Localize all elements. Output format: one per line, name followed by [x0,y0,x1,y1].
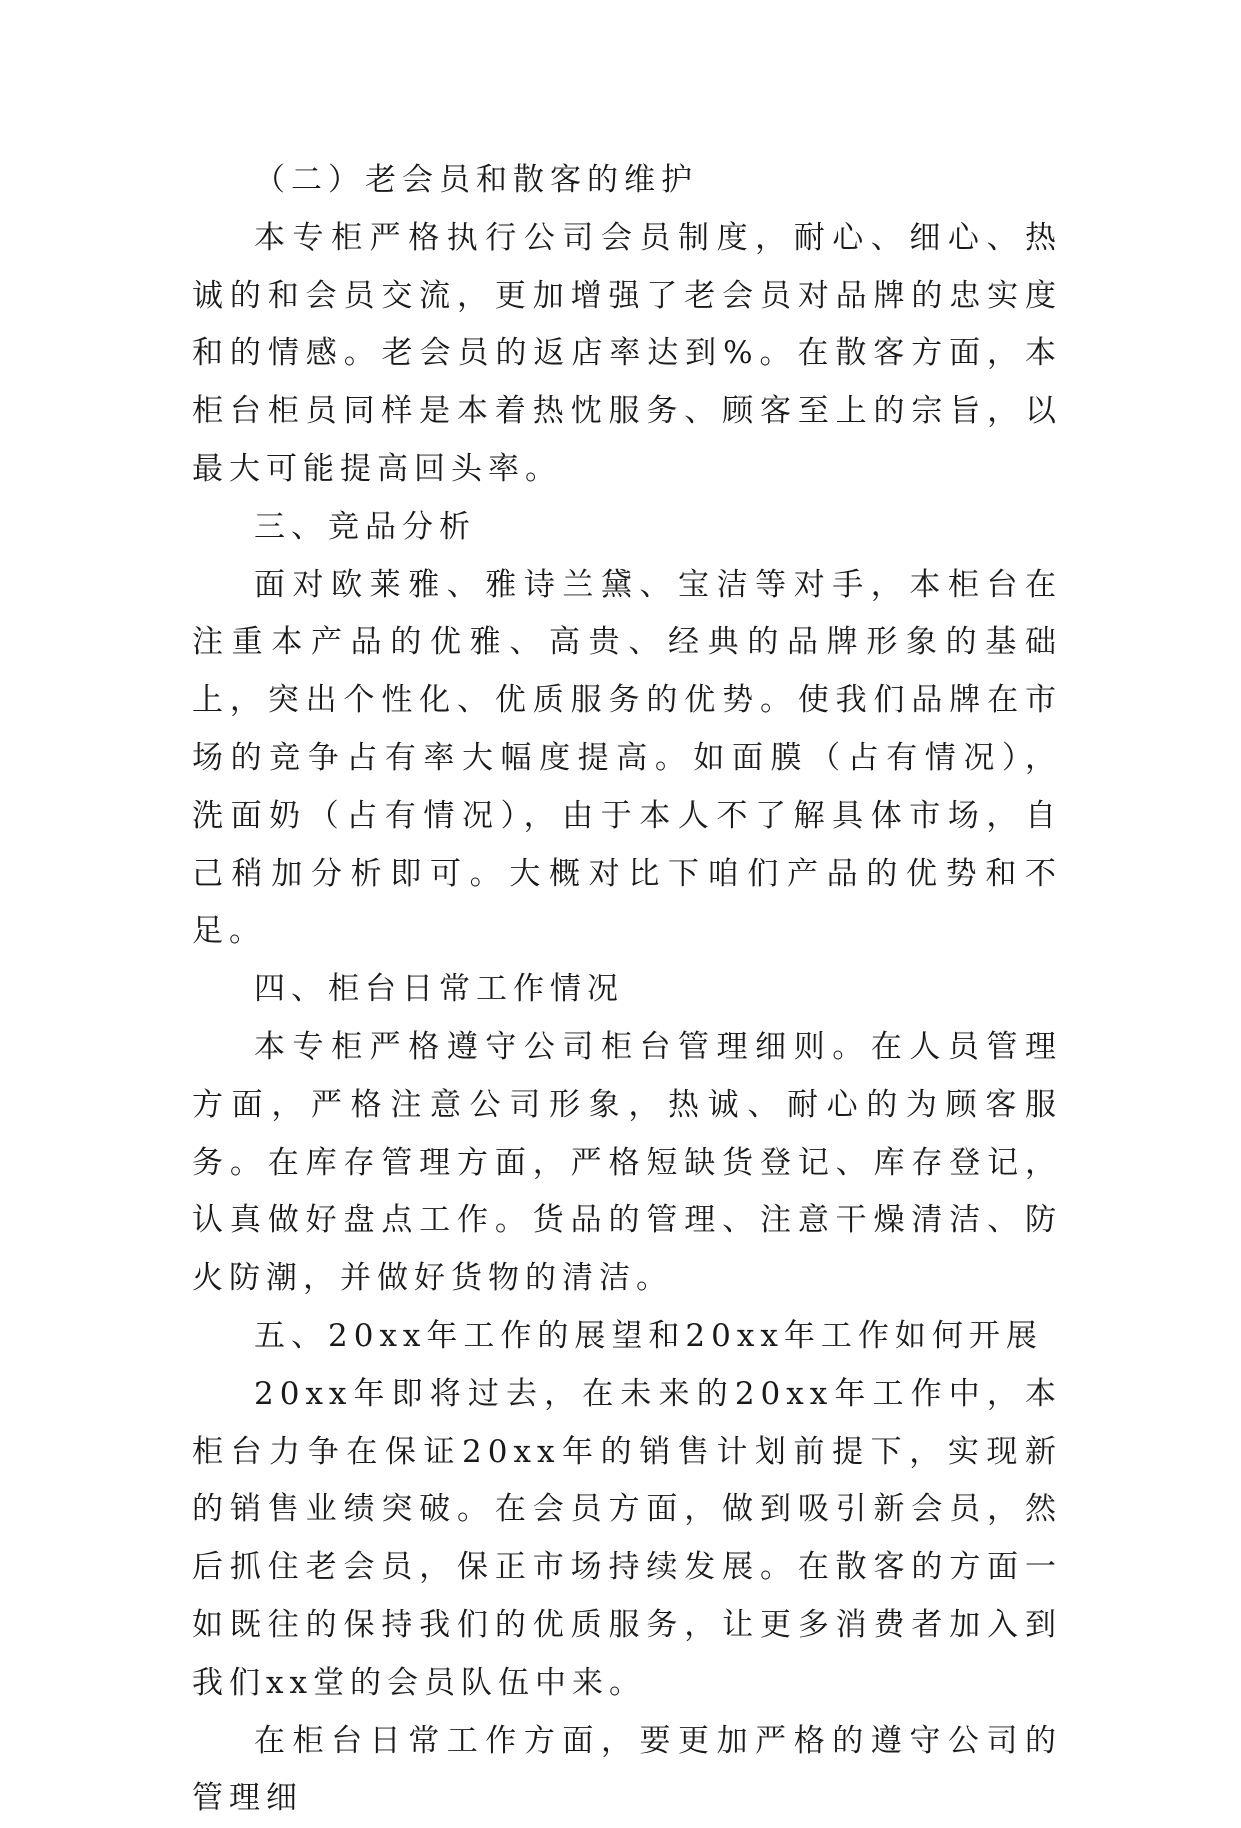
heading-outlook: 五、20xx年工作的展望和20xx年工作如何开展 [254,1317,1043,1354]
paragraph-member-system: 本专柜严格执行公司会员制度，耐心、细心、热诚的和会员交流，更加增强了老会员对品牌的忠实度和的情感。老会员的返店率达到%。在散客方面，本柜台柜员同样是本着热忱服务、顾客至上的宗旨，以最大可能提高回头率。 [192,219,1062,487]
paragraph-daily-rules: 在柜台日常工作方面，要更加严格的遵守公司的管理细 [192,1722,1062,1817]
document-body [192,152,1062,1828]
paragraph-counter-management: 本专柜严格遵守公司柜台管理细则。在人员管理方面，严格注意公司形象，热诚、耐心的为顾客服务。在库存管理方面，严格短缺货登记、库存登记，认真做好盘点工作。货品的管理、注意干燥清洁、防火防潮，并做好货物的清洁。 [192,1028,1062,1297]
paragraph-competitors: 面对欧莱雅、雅诗兰黛、宝洁等对手，本柜台在注重本产品的优雅、高贵、经典的品牌形象的基础上，突出个性化、优质服务的优势。使我们品牌在市场的竞争占有率大幅度提高。如面膜（占有情况），洗面奶（占有情况），由于本人不了解具体市场，自己稍加分析即可。大概对比下咱们产品的优势和不足。 [192,566,1062,950]
heading-competitor-analysis: 三、竞品分析 [254,508,476,545]
heading-member-maintenance: （二）老会员和散客的维护 [254,162,698,198]
paragraph-sales-plan: 20xx年即将过去，在未来的20xx年工作中，本柜台力争在保证20xx年的销售计划前提下，实现新的销售业绩突破。在会员方面，做到吸引新会员，然后抓住老会员，保正市场持续发展。在散客的方面一如既往的保持我们的优质服务，让更多消费者加入到我们xx堂的会员队伍中来。 [192,1375,1062,1701]
heading-daily-work: 四、柜台日常工作情况 [254,971,624,1008]
